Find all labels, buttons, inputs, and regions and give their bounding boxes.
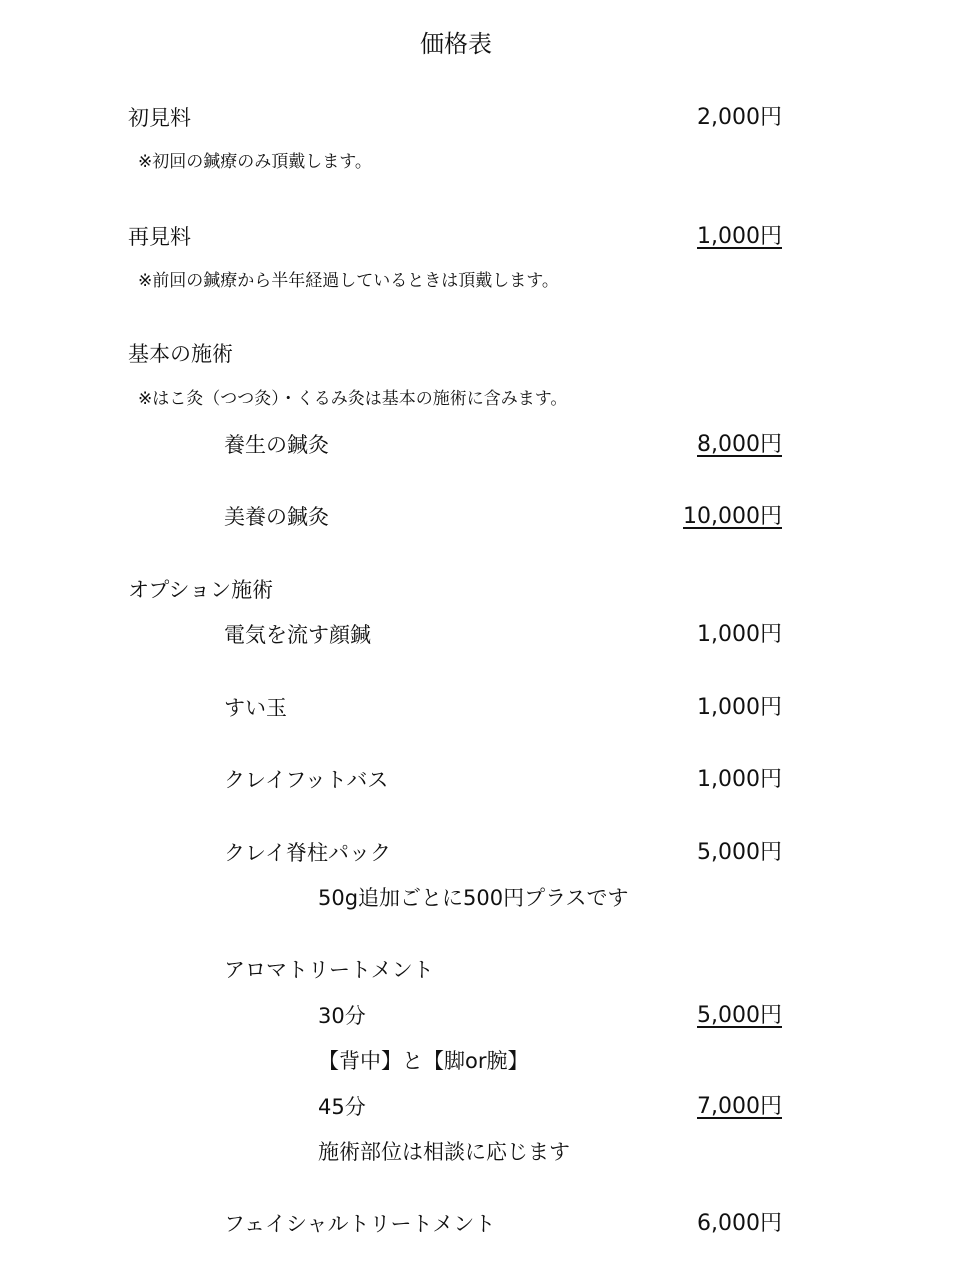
price-item (0, 692, 957, 724)
item-label: アロマトリートメント (224, 958, 434, 982)
item-price: 7,000円 (697, 1094, 782, 1119)
section-heading (0, 1136, 957, 1168)
item-label: 基本の施術 (128, 342, 233, 366)
item-label: ※はこ灸（つつ灸）・くるみ灸は基本の施術に含みます。 (138, 389, 568, 409)
price-item (0, 764, 957, 796)
item-price: 8,000円 (697, 432, 782, 457)
item-label: 【背中】と【脚or腕】 (318, 1049, 529, 1073)
item-label: フェイシャルトリートメント (224, 1212, 496, 1236)
item-label: 施術部位は相談に応じます (318, 1140, 570, 1164)
item-price: 1,000円 (697, 622, 782, 647)
item-price: 10,000円 (683, 504, 782, 529)
item-price: 1,000円 (697, 767, 782, 792)
item-price: 5,000円 (697, 840, 782, 865)
section-heading (0, 338, 957, 370)
page-title: 価格表 (420, 30, 492, 58)
item-label: 電気を流す顔鍼 (224, 623, 371, 647)
item-price: 5,000円 (697, 1003, 782, 1028)
item-label: 50g追加ごとに500円プラスです (318, 886, 629, 910)
item-label: すい玉 (224, 696, 287, 720)
item-price: 1,000円 (697, 224, 782, 249)
price-note (0, 146, 957, 178)
price-item (0, 1000, 957, 1032)
item-price: 1,000円 (697, 695, 782, 720)
item-label: 30分 (318, 1004, 366, 1028)
section-heading (0, 1045, 957, 1077)
item-label: オプション施術 (128, 578, 274, 602)
item-label: ※前回の鍼療から半年経過しているときは頂戴します。 (138, 271, 559, 291)
item-label: クレイフットバス (224, 768, 389, 792)
price-item (0, 837, 957, 869)
section-heading (0, 574, 957, 606)
item-label: ※初回の鍼療のみ頂戴します。 (138, 152, 372, 172)
price-item (0, 501, 957, 533)
item-price: 2,000円 (697, 105, 782, 130)
item-label: 45分 (318, 1095, 366, 1119)
price-item (0, 221, 957, 253)
price-item (0, 1208, 957, 1240)
item-label: 初見料 (128, 106, 191, 130)
item-label: 養生の鍼灸 (224, 433, 329, 457)
item-label: 美養の鍼灸 (224, 505, 329, 529)
section-heading (0, 882, 957, 914)
item-label: 再見料 (128, 225, 191, 249)
price-item (0, 1091, 957, 1123)
price-item (0, 429, 957, 461)
section-heading (0, 954, 957, 986)
price-item (0, 619, 957, 651)
price-note (0, 265, 957, 297)
price-note (0, 383, 957, 415)
item-price: 6,000円 (697, 1211, 782, 1236)
item-label: クレイ脊柱パック (224, 841, 391, 865)
price-item (0, 102, 957, 134)
